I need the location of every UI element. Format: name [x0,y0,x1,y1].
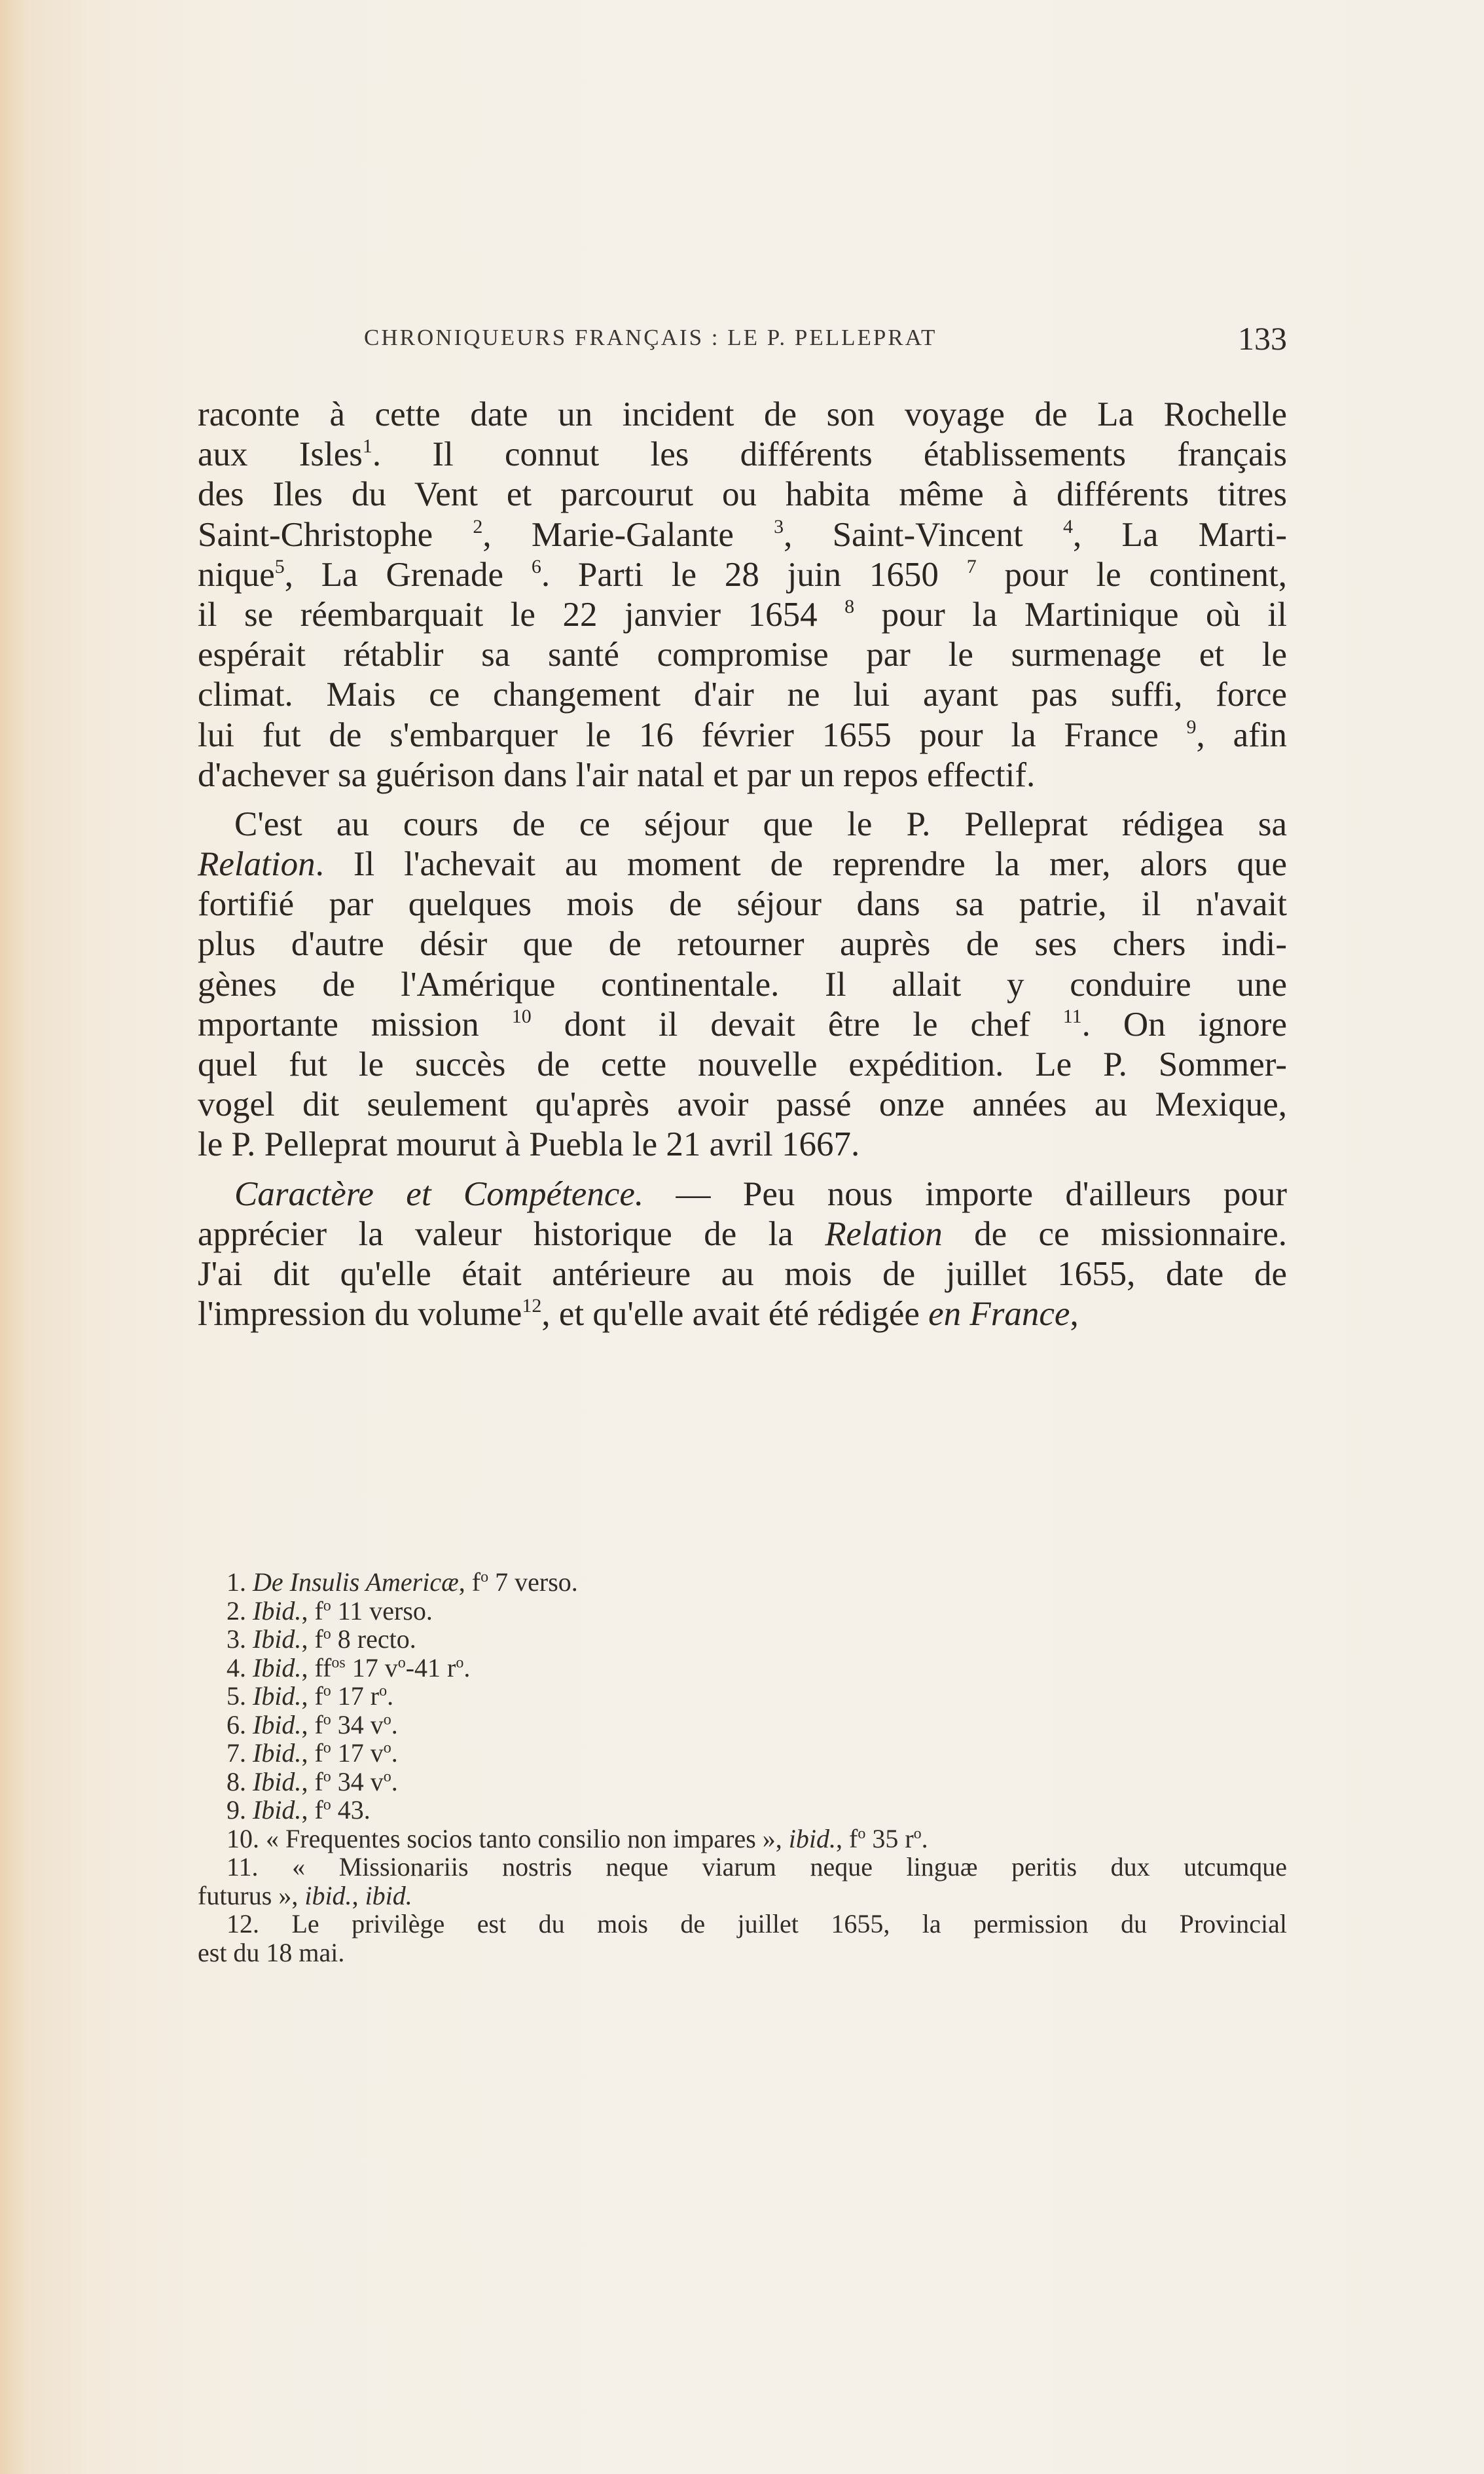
text-line [198,1045,1287,1085]
footnote-reference: 2 [473,515,483,537]
footnote-1 [198,1568,1287,1597]
footnote-reference: 11 [1062,1005,1082,1027]
text-line [198,635,1287,675]
text-run: , f [301,1595,323,1626]
text-line [198,1085,1287,1125]
footnote-reference: o [323,1683,331,1700]
text-run: mportante mission [198,1005,512,1044]
footnote-reference: o [456,1654,464,1671]
italic-text: ibid. [365,1880,412,1910]
text-run: . Il l'achevait au moment de reprendre la mer, alors que [315,845,1287,884]
text-run: gènes de l'Amérique continentale. Il allait y conduire une [198,965,1287,1004]
text-run: de ce missionnaire. [942,1214,1288,1253]
footnote-number: 1. [226,1567,246,1597]
paragraph-3-caractere-et-competence [198,1174,1287,1335]
footnote-number: 10. [226,1823,259,1853]
footnote-reference: 12 [522,1295,542,1317]
text-run: , f [836,1823,858,1853]
footnote-number: 2. [226,1595,246,1626]
text-run: 17 v [331,1738,384,1768]
footnote-reference: 8 [844,595,855,617]
footnote-reference: o [480,1569,489,1586]
text-run: , f [301,1681,323,1711]
text-run: — Peu nous importe d'ailleurs pour [643,1174,1287,1213]
paragraph-1 [198,395,1287,795]
italic-text: Relation [825,1214,943,1253]
footnote-reference: o [858,1825,866,1842]
footnote-number: 8. [226,1766,246,1796]
footnote-reference: o [383,1768,391,1785]
text-line [198,845,1287,884]
italic-text: ibid. [788,1823,837,1853]
footnote-reference: os [331,1654,346,1671]
footnote-12 [198,1910,1287,1938]
text-line [198,1214,1287,1254]
text-run: , La Grenade [284,555,532,594]
text-run: . [921,1823,928,1853]
text-line [198,395,1287,435]
footnote-reference: o [323,1739,331,1756]
text-run: 43. [331,1795,371,1825]
text-run: , f [301,1795,323,1825]
text-line [198,965,1287,1005]
footnote-reference: o [397,1654,406,1671]
footnote-reference: o [323,1796,331,1813]
text-run: plus d'autre désir que de retourner auprès de ses chers indi- [198,925,1287,964]
text-run: 8 recto. [331,1624,416,1654]
text-line [198,555,1287,595]
text-run: pour le continent, [976,555,1287,594]
footnote-4 [198,1654,1287,1683]
text-run: , Marie-Galante [482,515,774,554]
text-run: est du 18 mai. [198,1937,345,1967]
text-run: . [391,1709,398,1739]
text-run: , f [301,1738,323,1768]
text-run: pour la Martinique où il [854,595,1287,634]
running-head [364,319,1287,359]
text-run: 11 verso. [331,1595,433,1626]
body-text [198,395,1287,1334]
footnote-8 [198,1768,1287,1796]
text-line [198,1254,1287,1294]
text-run: apprécier la valeur historique de la [198,1214,825,1253]
text-line [198,1294,1287,1334]
footnote-reference: 9 [1186,716,1197,738]
italic-text: Ibid. [253,1709,302,1739]
footnote-5 [198,1682,1287,1711]
text-run: fortifié par quelques mois de séjour dans sa patrie, il n'avait [198,885,1287,924]
text-run: 35 r [865,1823,914,1853]
text-run: l'impression du volume [198,1295,522,1334]
footnote-number: 9. [226,1795,246,1825]
text-run: , f [301,1624,323,1654]
footnote-continuation [198,1938,1287,1967]
text-run: des Iles du Vent et parcourut ou habita même à différents titres [198,475,1287,514]
text-run: 7 verso. [488,1567,578,1597]
italic-text: De Insulis Americæ [253,1567,459,1597]
text-run: -41 r [405,1652,456,1683]
footnote-reference: o [323,1768,331,1785]
text-run: futurus », [198,1880,305,1910]
footnote-number: 5. [226,1681,246,1711]
italic-text: Ibid. [253,1681,302,1711]
text-run: quel fut le succès de cette nouvelle expédition. Le P. Sommer- [198,1046,1287,1083]
footnote-reference: 1 [362,435,372,458]
footnote-reference: 5 [274,555,285,577]
text-run: vogel dit seulement qu'après avoir passé onze années au Mexique, [198,1085,1287,1124]
footnote-9 [198,1796,1287,1825]
italic-text: ibid. [304,1880,352,1910]
text-line [198,805,1287,845]
text-line [198,1005,1287,1045]
text-run: , [352,1880,365,1910]
text-line [198,1174,1287,1214]
text-run: il se réembarquait le 22 janvier 1654 [198,595,845,634]
running-title: CHRONIQUEURS FRANÇAIS : LE P. PELLEPRAT [364,325,937,350]
footnote-10 [198,1825,1287,1853]
text-run: 34 v [331,1766,384,1796]
text-run: C'est au cours de ce séjour que le P. Pelleprat rédigea sa [234,805,1287,843]
footnote-continuation [198,1882,1287,1910]
text-run: , f [301,1766,323,1796]
text-run: . Parti le 28 juin 1650 [541,555,967,594]
footnote-reference: 4 [1063,515,1073,537]
text-run: 17 v [345,1652,398,1683]
text-line [198,884,1287,924]
footnote-reference: o [323,1626,331,1643]
footnote-reference: 6 [531,555,541,577]
italic-text: Ibid. [253,1738,302,1768]
text-line [198,595,1287,635]
text-run: dont il devait être le chef [531,1005,1063,1044]
text-run: , afin [1196,716,1287,754]
italic-text: Ibid. [253,1795,302,1825]
footnote-7 [198,1739,1287,1768]
text-line [198,475,1287,515]
text-run: , [1070,1295,1079,1334]
footnote-number: 4. [226,1652,246,1683]
text-line [198,1125,1287,1165]
text-run: . [391,1738,398,1768]
footnote-reference: o [323,1711,331,1728]
text-run: espérait rétablir sa santé compromise par le surmenage et le [198,636,1287,674]
italic-text: Ibid. [253,1624,302,1654]
footnote-6 [198,1711,1287,1739]
footnote-3 [198,1625,1287,1654]
footnote-number: 12. [226,1909,259,1938]
text-line [198,755,1287,795]
text-run: « Frequentes socios tanto consilio non impares », [266,1823,789,1853]
text-line [198,515,1287,555]
italic-text: Ibid. [253,1766,302,1796]
text-run: aux Isles [198,435,363,474]
text-run: , La Marti- [1073,515,1287,554]
footnote-reference: o [383,1739,391,1756]
footnote-reference: o [913,1825,922,1842]
footnote-number: 3. [226,1624,246,1654]
text-run: raconte à cette date un incident de son voyage de La Rochelle [198,395,1287,433]
text-line [198,435,1287,475]
text-run: . [387,1681,394,1711]
text-run: . On ignore [1081,1005,1287,1044]
footnote-reference: o [323,1597,331,1614]
text-run: d'achever sa guérison dans l'air natal et par un repos effectif. [198,755,1036,794]
text-run: , ff [301,1652,332,1683]
text-run: climat. Mais ce changement d'air ne lui ayant pas suffi, force [198,676,1287,714]
italic-text: en France [928,1295,1070,1334]
text-run: nique [198,555,275,594]
italic-text: Ibid. [253,1652,302,1683]
footnotes [198,1568,1287,1967]
text-run: , Saint-Vincent [784,515,1063,554]
footnote-number: 7. [226,1738,246,1768]
text-run: Le privilège est du mois de juillet 1655, la permission du Provincial [291,1909,1288,1938]
text-run: « Missionariis nostris neque viarum neque linguæ peritis dux utcumque [292,1852,1287,1882]
footnote-2 [198,1597,1287,1626]
footnote-reference: 10 [511,1005,532,1027]
footnote-reference: 3 [774,515,784,537]
text-run: , f [301,1709,323,1739]
text-run: 17 r [331,1681,380,1711]
footnote-number: 11. [226,1852,259,1882]
footnote-reference: o [383,1711,391,1728]
text-run: , et qu'elle avait été rédigée [541,1295,929,1334]
text-line [198,924,1287,964]
footnote-11 [198,1853,1287,1882]
footnote-number: 6. [226,1709,246,1739]
text-line [198,716,1287,755]
text-run: lui fut de s'embarquer le 16 février 1655 pour la France [198,716,1187,754]
italic-text: Ibid. [253,1595,302,1626]
text-run: . [391,1766,398,1796]
text-run: le P. Pelleprat mourut à Puebla le 21 avril 1667. [198,1125,860,1164]
paragraph-2 [198,805,1287,1165]
text-run: 34 v [331,1709,384,1739]
footnote-reference: o [379,1683,388,1700]
text-run: , f [458,1567,481,1597]
footnote-reference: 7 [966,555,977,577]
text-line [198,675,1287,715]
italic-text: Relation [198,845,316,884]
text-run: J'ai dit qu'elle était antérieure au mois de juillet 1655, date de [198,1254,1287,1293]
text-run: . Il connut les différents établissements français [372,435,1287,474]
text-run: Saint-Christophe [198,515,473,554]
text-run: . [463,1652,471,1683]
page-number: 133 [1238,320,1287,357]
italic-text: Caractère et Compétence. [234,1174,644,1213]
